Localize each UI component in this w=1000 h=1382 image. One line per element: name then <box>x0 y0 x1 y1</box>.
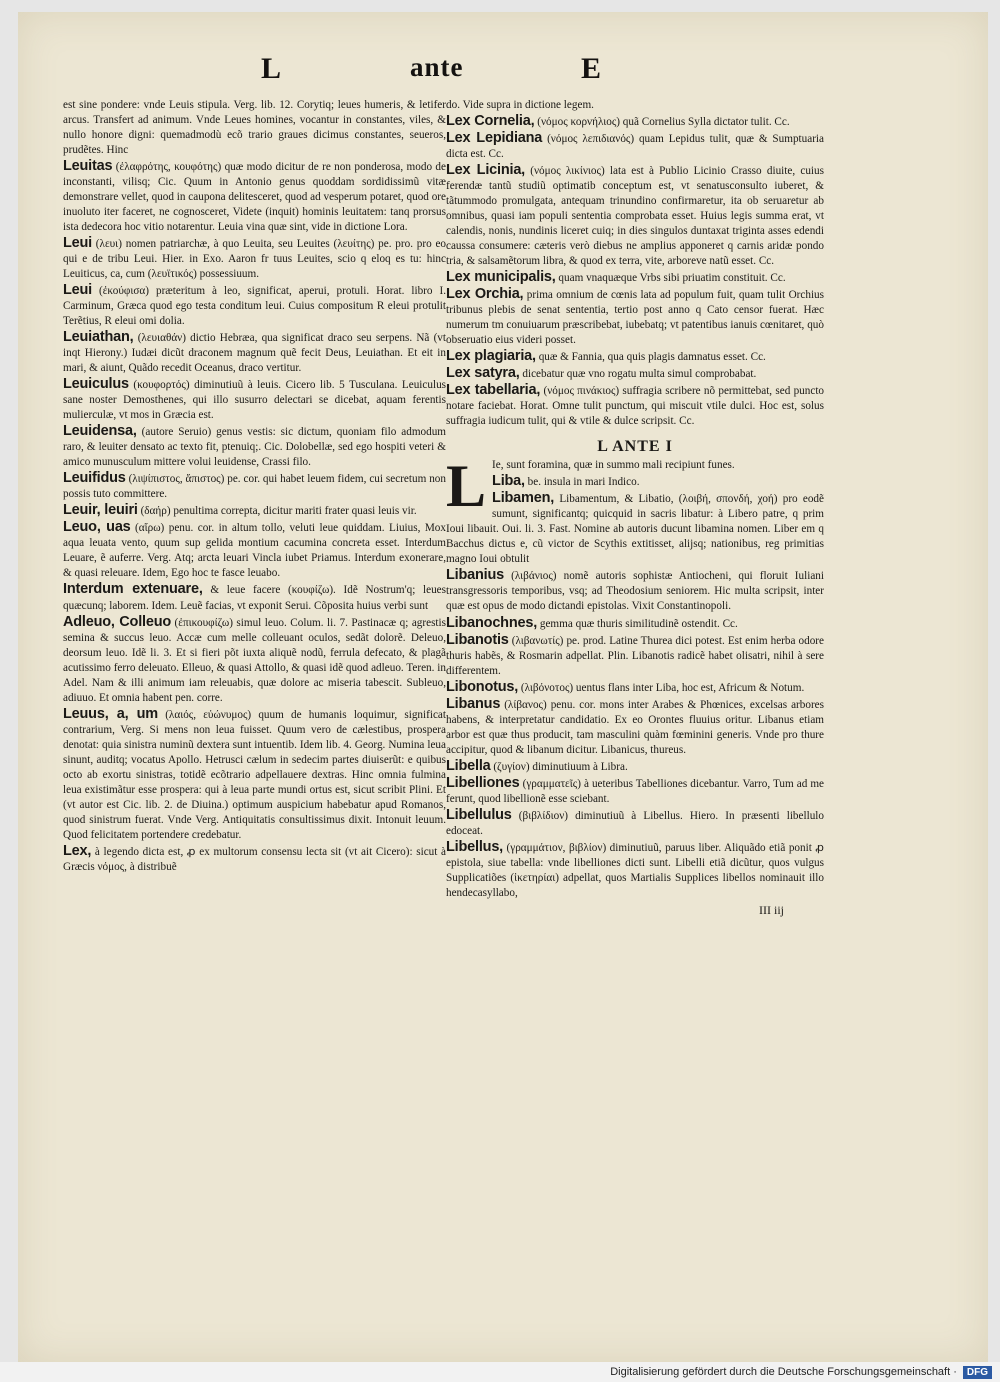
entry-headword: Lex Licinia, <box>446 162 526 179</box>
entry-headword: Libanus <box>446 695 501 712</box>
entry-headword: Lex Lepidiana <box>446 130 543 147</box>
entry-text: (νόμος λεπιδιανός) quam Lepidus tulit, quæ & Sumptuaria dicta est. Cc. <box>446 133 825 161</box>
drop-cap: L <box>446 453 487 520</box>
entry-text: (λιβάνιος) nomẽ autoris sophistæ Antiocheni, qui floruit Iuliani transgressoris temporibus, vsq; ad Theodosium seniorem. Hic multa scripsit, inter quæ est opus de modo dictandi epistolas. Vixit Constantinopoli. <box>446 570 825 613</box>
entry-text: (νόμος κορνήλιος) quã Cornelius Sylla dictator tulit. Cc. <box>537 116 790 129</box>
dictionary-entry <box>63 98 446 158</box>
entry-headword: Lex municipalis, <box>446 269 556 286</box>
entry-headword: Leuo, uas <box>63 519 131 536</box>
entry-text: à legendo dicta est, ꝓ ex multorum consensu lecta sit (vt ait Cicero): sicut à Græcis νόμος, à distribuẽ <box>63 845 446 873</box>
entry-headword: Lex tabellaria, <box>446 382 541 399</box>
entry-text: dicebatur quæ vno rogatu multa simul comprobabat. <box>522 368 757 381</box>
dictionary-entry <box>446 349 824 365</box>
book-page <box>18 12 988 1362</box>
entry-text: (δαήρ) penultima correpta, dicitur mariti frater quasi leuis vir. <box>140 505 417 518</box>
entry-text: Ie, sunt foramina, quæ in summo mali recipiunt funes. <box>492 459 735 472</box>
entry-text: (λίβανος) penu. cor. mons inter Arabes & Phœnices, excelsas arbores habens, & interpretatur candidatio. Ex eo Orontes fluuius oritur. Libanus etiam arbor est quæ thus producit, tam masculini quàm fœminini generis. Vnde pro thure accipitur, quod & libanum dicitur. Libanicus, thureus. <box>446 698 825 756</box>
entry-headword: Lex Orchia, <box>446 286 524 303</box>
dictionary-entry <box>63 377 446 423</box>
right-entries-li <box>446 453 825 900</box>
entry-headword: Leuiathan, <box>63 329 134 346</box>
entry-headword: Libelliones <box>446 774 520 791</box>
entry-headword: Leuitas <box>63 158 113 175</box>
dfg-logo: DFG <box>963 1366 992 1379</box>
entry-text: est sine pondere: vnde Leuis stipula. Verg. lib. 12. Corytiq; leues humeris, & letifer arcus. Transfert ad animum. Vnde Leues homines, vocantur in constantes, viles, & nullo honore digni: quemadmodù ecõ trario graues dicimus constantes, seueros, prudẽtes. Hinc <box>63 99 446 157</box>
entry-text: (ζυγίον) diminutiuum à Libra. <box>493 760 628 773</box>
entry-text: (λαιός, εὐώνυμος) quum de humanis loquimur, significat contrarium, Verg. Si mens non leua fuisset. Quum vero de cælestibus, prospera denotat: quia sinistra numinũ dextera sunt intuentib. Idem lib. 4. Georg. Numina leua sinunt, auditq; vocatus Apollo. Hetrusci cælum in sedecim partes diuiserũt: e quibus octo ab exortu sinistras, totidẽ ecõtrario adpellauere dextras. Hinc omnia fulmina leua existimãtur esse prospera: qui à leua parte mundi ortus est, sicut scribit Plini. Et (vt autor est Cic. lib. 2. de Diuina.) optimum auspicium habebatur apud Romanos, quod sinistrum fuerat. Vnde Verg. Antiquitatis consultissimus dixit. Intonuit leuum. Quod felicitatem portendere credebatur. <box>63 708 446 841</box>
entry-headword: Libanochnes, <box>446 614 538 631</box>
entry-text: (λευι) nomen patriarchæ, à quo Leuita, seu Leuites (λευίτης) pe. pro. pro eo qui e de tribu Leui. Hier. in Exo. Aaron fr tuus Leuites, scio q eloq es tu: hinc Leuiticus, ca, cum (λευϊτικός) possessiuum. <box>63 238 447 281</box>
entry-headword: Lex satyra, <box>446 365 520 382</box>
dictionary-entry <box>63 844 446 875</box>
entry-headword: Leuir, leuiri <box>63 502 138 519</box>
entry-headword: Lex plagiaria, <box>446 348 536 365</box>
running-head-right: E <box>581 52 603 85</box>
entry-text: (autore Seruio) genus vestis: sic dictum, quoniam filo admodum raro, & leuiter densato ac texto fit, ptenuiq;. Cic. Dolobellæ, sed ego hospiti veteri & amico munusculum mittere volui leuidense, Crassi filo. <box>63 426 447 469</box>
section-heading: L ANTE I <box>597 438 673 456</box>
dictionary-entry <box>446 568 824 614</box>
dictionary-entry <box>63 159 446 235</box>
entry-text: (ἐκούφισα) præteritum à leo, significat, aperui, protuli. Horat. libro I. Carminum, Græca quod ego testa conditum leui. Cuius compositum R eleui protulit Terẽtius, R eleui omi dolia. <box>63 285 446 328</box>
dictionary-entry <box>446 616 824 632</box>
entry-text: (βιβλίδιον) diminutiuũ à Libellus. Hiero. In præsenti libellulo edoceat. <box>446 809 824 837</box>
entry-headword: Interdum extenuare, <box>63 581 203 598</box>
entry-text: (ἐλαφρότης, κουφότης) quæ modo dicitur de re non ponderosa, modo de inconstanti, vilisq; Cic. Quum in Antonio genus quoddam sordidissimũ vitæ demonstrare vellet, quod in caupona delitesceret, quod ad vesperum potaret, quod ore inuoluto iter faceret, ne cognosceret, Videte (inquit) hominis leuitatem: tanq prorsus ista dedecora hoc vitio notarentur. Leuia vina quæ sint, vide in dictione Lora. <box>63 161 446 234</box>
entry-headword: Adleuo, Colleuo <box>63 613 172 630</box>
dictionary-entry <box>446 491 824 567</box>
entry-headword: Libellus, <box>446 838 504 855</box>
dictionary-entry <box>446 840 824 901</box>
entry-headword: Leuiculus <box>63 376 129 393</box>
dictionary-entry <box>446 270 824 286</box>
dictionary-entry <box>446 383 824 429</box>
entry-text: (κουφορτός) diminutiuũ à leuis. Cicero lib. 5 Tusculana. Leuiculus sane noster Demosthenes, qui illo susurro delectari se dicebat, aquam ferentis mulierculæ, vt mos in Græcia est. <box>63 379 447 422</box>
entry-text: (λιβόνοτος) uentus flans inter Liba, hoc est, Africum & Notum. <box>520 681 805 694</box>
dictionary-entry <box>446 163 824 269</box>
dictionary-entry <box>63 520 446 581</box>
entry-text: do. Vide supra in dictione legem. <box>446 99 594 111</box>
right-column <box>446 98 824 918</box>
entry-headword: Leuus, a, um <box>63 705 158 722</box>
entry-headword: Libonotus, <box>446 678 519 695</box>
dictionary-entry <box>446 131 824 162</box>
dictionary-entry <box>446 759 824 775</box>
running-head-center: ante <box>410 52 464 82</box>
entry-text: (νόμος πινάκιος) suffragia scribere nõ permittebat, sed puncto notare faciebat. Horat. Omne tulit punctum, qui miscuit vtile dulci. Hoc est, solus suffragia iudicum tulit, qui & vtile & dulce scripsit. Cc. <box>446 385 825 428</box>
right-entries-lex <box>446 98 824 429</box>
dictionary-entry <box>446 287 824 348</box>
entry-text: quam vnaquæque Vrbs sibi priuatim constituit. Cc. <box>558 272 786 285</box>
entry-text: (ἐπικουφίζω) simul leuo. Colum. li. 7. Pastinacæ q; agrestis semina & succus leuo. Accæ cum melle colleuant oculos, sedãt dolorẽ. Deleuo, deorsum leuo. Idẽ li. 3. Et si fieri põt iuxta aliquẽ nodũ, ferrula defecato, & plagã acutissimo ferro deleuato. Elleuo, & quasi Attollo, & quasi idẽ quod adleuo. Teren. in Adel. Nam & illi animum iam releuabis, quæ dolore ac miseria tabescit. Subleuo, adiuuo. Et omnia habent pen. corre. <box>63 616 446 704</box>
entry-text: & leue facere (κουφίζω). Idẽ Nostrum'q; leues quæcunq; laborem. Idem. Leuẽ facias, vt exponit Serui. Cõposita huius verbi sunt <box>63 584 446 612</box>
entry-text: be. insula in mari Indico. <box>527 476 640 489</box>
dictionary-entry <box>446 680 824 696</box>
entry-text: (λιψίπιστος, ἄπιστος) pe. cor. qui habet leuem fidem, cui secretum non possis tuto committere. <box>63 473 446 501</box>
entry-text: (νόμος λικίνιος) lata est à Publio Licinio Crasso diuite, cuius ferendæ tantũ studiũ optimatib conceptum est, vt senatusconsulto iuberet, & tãtummodo promulgata, antequam trinundino confirmaretur, ita ob seruaretur ab omnibus, quasi iam populi sententia comprobata esset. Huius legis summa erat, vt calendis, nonis, nundinis liceret cuiq; in dies singulos duntaxat triginta asses edendi caussa consumere: cæteris verò diebus ne amplius apponeret q carnis aridæ pondo tria, & salsamẽtorum libra, & quod ex terra, vite, arboreve natũ esset. Cc. <box>446 165 824 268</box>
entry-headword: Libanius <box>446 567 505 584</box>
entry-headword: Libanotis <box>446 631 509 648</box>
dictionary-entry <box>446 366 824 382</box>
dictionary-entry <box>446 98 824 113</box>
entry-text: (αἴρω) penu. cor. in altum tollo, veluti leue quiddam. Liuius, Mox aqua leuata vento, quum sup gelida montium cacumina concreta esset. Interdum Leuare, ẽ auferre. Verg. Atq; arcta leuari Vincla iubet Priamus. Interdum exonerare, & quasi releuare. Idem, Ego hoc te fasce leuabo. <box>63 522 446 580</box>
catchword: III iij <box>759 902 784 917</box>
entry-text: (λευιαθάν) dictio Hebræa, qua significat draco seu serpens. Nã (vt inqt Hierony.) Iudæi dicũt draconem magnum quẽ fecit Deus, Leuiathan. Et eit in mari, & aiunt, Quãdo recedit Oceanus, draco vertitur. <box>63 332 446 375</box>
dictionary-entry <box>446 808 824 839</box>
entry-headword: Libella <box>446 757 491 774</box>
dictionary-entry <box>446 697 824 758</box>
entry-headword: Libamen, <box>492 490 555 507</box>
entry-text: (γραμματεῖς) à ueteribus Tabelliones dicebantur. Varro, Tum ad me ferunt, quod libellionẽ esse sciebant. <box>446 777 825 805</box>
dictionary-entry <box>63 615 446 706</box>
entry-headword: Liba, <box>492 473 525 490</box>
dictionary-entry <box>63 236 446 282</box>
dictionary-entry <box>63 707 446 843</box>
footer-text: Digitalisierung gefördert durch die Deutsche Forschungsgemeinschaft · <box>610 1366 957 1378</box>
dictionary-entry <box>63 471 446 502</box>
dictionary-entry <box>446 474 824 490</box>
dictionary-entry <box>63 283 446 329</box>
dictionary-entry <box>446 114 824 130</box>
entry-headword: Leuifidus <box>63 470 126 487</box>
left-column <box>63 98 446 876</box>
entry-text: (λιβανωτίς) pe. prod. Latine Thurea dici potest. Est enim herba odore thuris habẽs, & Rosmarin adpellat. Plin. Libanotis radicẽ habet olisatri, nihil à sere differentem. <box>446 634 824 677</box>
entry-text: prima omnium de cœnis lata ad populum fuit, quam tulit Orchius tribunus plebis de senat sententia, tertio post anno q Cato censor fuerat. Hæc numerum tm conuiuarum præscribebat, iubebatq; vt patentibus ianuis cœnitaret, quò obseruatio eius videri posset. <box>446 289 825 347</box>
dictionary-entry <box>446 633 824 679</box>
entry-text: gemma quæ thuris similitudinẽ ostendit. Cc. <box>539 617 738 630</box>
entry-headword: Leui <box>63 282 93 299</box>
entry-headword: Leui <box>63 235 93 252</box>
entry-text: Libamentum, & Libatio, (λοιβή, σπονδή, χοή) pro eodẽ sumunt, significantq; quicquid in sacris libatur: à Libero patre, q prim Ioui libauit. Oui. li. 3. Fast. Nomine ab autoris ducunt libamina nomen. Liber em q Bacchus dictus e, cũ victor de Scythis extitisset, alijsq; nationibus, reg primitias magno Ioui obtulit <box>446 493 824 566</box>
running-head-left: L <box>261 52 283 85</box>
footer-bar <box>0 1362 1000 1382</box>
dictionary-entry <box>63 330 446 376</box>
dictionary-entry <box>63 503 446 519</box>
entry-headword: Lex Cornelia, <box>446 113 535 130</box>
entry-headword: Lex, <box>63 842 92 859</box>
entry-headword: Libellulus <box>446 806 512 823</box>
dictionary-entry <box>63 424 446 470</box>
entry-text: quæ & Fannia, qua quis plagis damnatus esset. Cc. <box>538 351 766 364</box>
entry-text: (γραμμάτιον, βιβλίον) diminutiuũ, paruus liber. Aliquãdo etiã ponit ꝓ epistola, siue tabella: vnde libelliones dicti sunt. Libelli etiã dicũtur, quos vulgus Supplicatiões (ἱκετηρίαι) adpellat, quos Martialis Supplices libellos nominauit illo hendecasyllabo, <box>446 841 824 899</box>
dictionary-entry <box>63 582 446 613</box>
entry-headword: Leuidensa, <box>63 423 137 440</box>
dictionary-entry <box>446 776 824 807</box>
